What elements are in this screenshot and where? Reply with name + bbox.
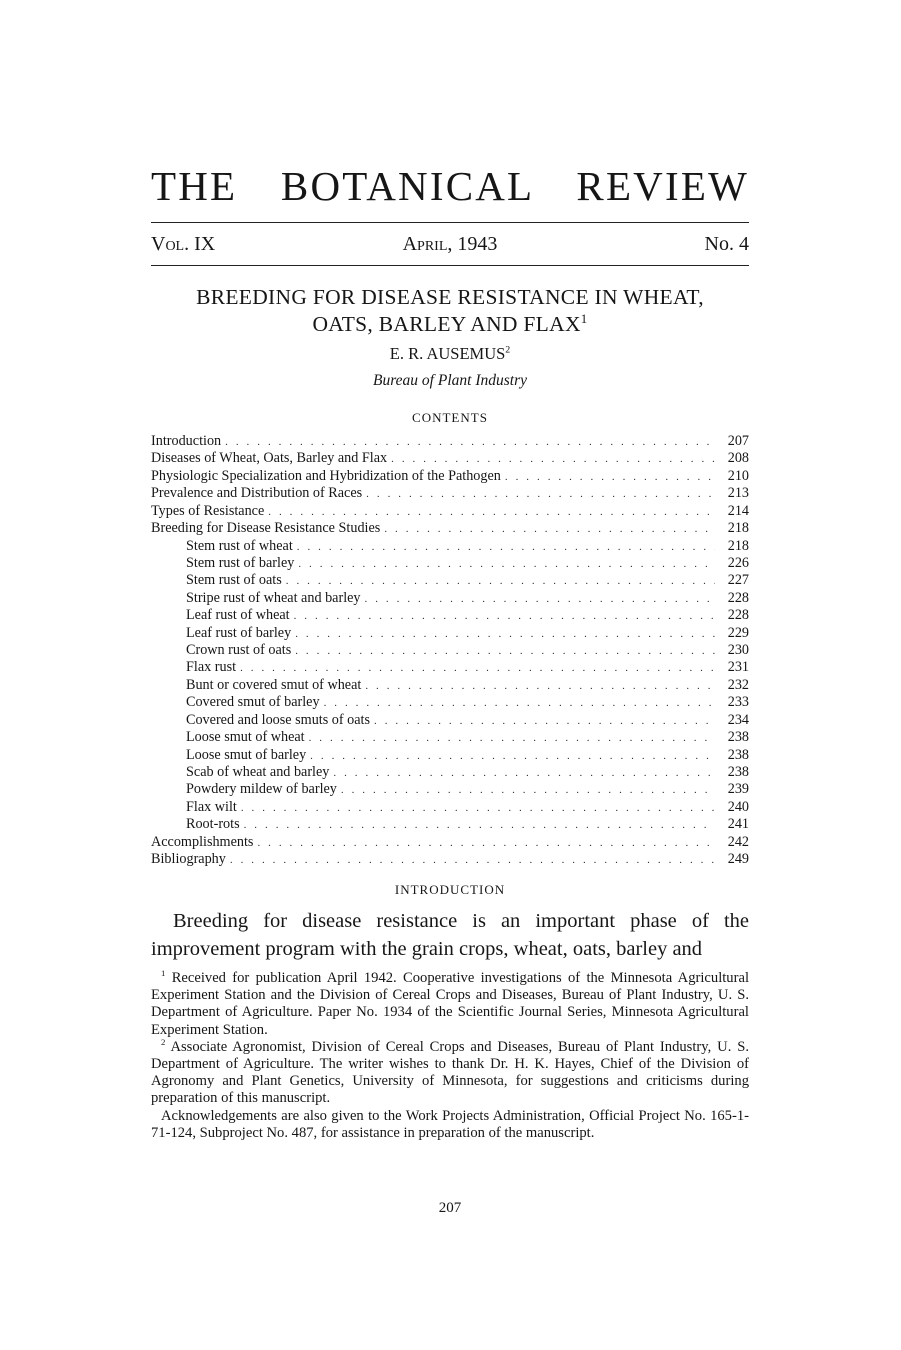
toc-entry-page: 226 (727, 554, 749, 571)
volume-label: Vol. IX (151, 233, 216, 255)
toc-entry-label: Introduction (151, 433, 222, 449)
toc-entry-page: 230 (727, 642, 749, 659)
toc-entry-label: Loose smut of barley (186, 746, 307, 763)
toc-entry (151, 816, 749, 833)
toc-entry-page: 218 (727, 520, 749, 537)
toc-leader-dots (309, 730, 715, 747)
toc-leader-dots (240, 660, 715, 677)
toc-entry-label: Leaf rust of wheat (186, 607, 290, 624)
toc-entry-page: 249 (727, 851, 749, 868)
toc-leader-dots (230, 852, 715, 869)
toc-entry (151, 781, 749, 798)
toc-leader-dots (341, 782, 715, 799)
toc-entry-page: 239 (727, 781, 749, 798)
author-affiliation: Bureau of Plant Industry (373, 372, 527, 389)
toc-leader-dots (505, 469, 715, 486)
issue-number: No. 4 (704, 233, 749, 255)
toc-leader-dots (391, 451, 715, 468)
footnote-acknowledgement: Acknowledgements are also given to the Work Projects Administration, Official Project No. 165-1-71-124, Subproject No. 487, for assistance in preparation of the manuscript. (151, 1107, 749, 1141)
toc-entry-page: 232 (727, 676, 749, 693)
toc-entry-label: Covered and loose smuts of oats (186, 711, 371, 728)
toc-entry-label: Powdery mildew of barley (186, 781, 337, 798)
toc-entry (151, 572, 749, 589)
toc-leader-dots (384, 521, 715, 538)
toc-entry-page: 234 (727, 711, 749, 728)
toc-entry-label: Stem rust of wheat (186, 537, 293, 554)
toc-entry-page: 213 (727, 485, 749, 502)
article-title-line-1: BREEDING FOR DISEASE RESISTANCE IN WHEAT, (196, 285, 704, 309)
toc-leader-dots (365, 591, 715, 608)
toc-entry-page: 238 (727, 764, 749, 781)
footnote-2: $^2$ Associate Agronomist, Division of Cereal Crops and Diseases, Bureau of Plant Industry, U. S. Department of Agriculture. The writer wishes to thank Dr. H. K. Hayes, Chief of the Division of Agronomy and Plant Genetics, University of Minnesota, for suggestions and criticisms during preparation of this manuscript. (151, 1036, 749, 1107)
page-number: 207 (438, 1200, 462, 1216)
contents-heading: CONTENTS (412, 410, 488, 425)
toc-entry (151, 694, 749, 711)
toc-entry-page: 233 (727, 694, 749, 711)
toc-leader-dots (241, 800, 715, 817)
footnote-2-mark: 2 (161, 1036, 166, 1047)
footnote-1: $^1$ Received for publication April 1942. Cooperative investigations of the Minnesota Agricultural Experiment Station and the Division of Cereal Crops and Diseases, Bureau of Plant Industry, U. S. Department of Agriculture. Paper No. 1934 of the Scientific Journal Series, Minnesota Agricultural Experiment Station. (151, 968, 749, 1038)
toc-leader-dots (244, 817, 715, 834)
toc-entry-label: Physiologic Specialization and Hybridization of the Pathogen (151, 467, 501, 484)
toc-entry (151, 659, 749, 676)
article-title (151, 284, 749, 338)
toc-leader-dots (225, 434, 715, 451)
toc-entry (151, 625, 749, 642)
toc-entry-page: 241 (727, 816, 749, 833)
toc-entry-label: Loose smut of wheat (186, 729, 305, 746)
toc-entry (151, 851, 749, 868)
toc-leader-dots (294, 608, 715, 625)
toc-leader-dots (366, 486, 715, 503)
toc-entry (151, 677, 749, 694)
toc-entry-label: Stem rust of oats (186, 572, 282, 589)
toc-entry-page: 227 (727, 572, 749, 589)
toc-entry-label: Stem rust of barley (186, 554, 295, 571)
issue-line (151, 230, 749, 258)
header-rule-bottom (151, 265, 749, 266)
toc-entry-label: Crown rust of oats (186, 642, 292, 659)
toc-entry-label: Leaf rust of barley (186, 624, 292, 641)
toc-entry-label: Covered smut of barley (186, 694, 320, 711)
author-footnote-mark: 2 (505, 344, 511, 356)
toc-entry (151, 468, 749, 485)
toc-leader-dots (295, 643, 715, 660)
toc-entry-label: Flax rust (186, 659, 237, 676)
toc-entry (151, 485, 749, 502)
toc-leader-dots (286, 573, 715, 590)
header-rule-top (151, 222, 749, 223)
toc-leader-dots (295, 626, 715, 643)
toc-leader-dots (374, 713, 715, 730)
toc-entry-page: 228 (727, 589, 749, 606)
toc-entry-label: Breeding for Disease Resistance Studies (151, 520, 381, 537)
toc-entry (151, 834, 749, 851)
toc-entry-page: 240 (727, 798, 749, 815)
toc-entry-label: Bunt or covered smut of wheat (186, 676, 362, 693)
author-name: E. R. AUSEMUS$^2$ (389, 344, 511, 363)
toc-entry-page: 208 (727, 450, 749, 467)
toc-leader-dots (333, 765, 715, 782)
toc-entry-page: 210 (727, 467, 749, 484)
toc-entry-page: 229 (727, 624, 749, 641)
article-title-line-2: OATS, BARLEY AND FLAX$^1$ (312, 311, 588, 336)
toc-entry (151, 747, 749, 764)
toc-entry-page: 238 (727, 729, 749, 746)
table-of-contents (151, 433, 749, 869)
introduction-text: Breeding for disease resistance is an important phase of the improvement program with the grain crops, wheat, oats, barley and (151, 910, 749, 960)
journal-title: THE BOTANICAL REVIEW (151, 163, 749, 209)
toc-entry (151, 729, 749, 746)
toc-entry-label: Diseases of Wheat, Oats, Barley and Flax (151, 450, 388, 467)
toc-entry-page: 231 (727, 659, 749, 676)
toc-entry-label: Scab of wheat and barley (186, 764, 330, 781)
toc-entry-label: Root-rots (186, 816, 240, 833)
toc-leader-dots (298, 556, 715, 573)
toc-entry (151, 538, 749, 555)
toc-leader-dots (268, 504, 715, 521)
toc-entry-page: 228 (727, 607, 749, 624)
toc-leader-dots (365, 678, 715, 695)
toc-entry (151, 503, 749, 520)
toc-entry (151, 433, 749, 450)
toc-entry (151, 590, 749, 607)
toc-entry (151, 520, 749, 537)
toc-entry-page: 207 (727, 433, 749, 449)
toc-entry (151, 450, 749, 467)
toc-entry (151, 764, 749, 781)
toc-entry-label: Stripe rust of wheat and barley (186, 589, 361, 606)
toc-entry-page: 242 (727, 833, 749, 850)
toc-entry (151, 607, 749, 624)
toc-entry (151, 642, 749, 659)
toc-entry-label: Flax wilt (186, 798, 237, 815)
toc-entry (151, 712, 749, 729)
toc-leader-dots (324, 695, 715, 712)
toc-entry-page: 214 (727, 502, 749, 519)
toc-leader-dots (297, 539, 715, 556)
footnote-1-mark: 1 (161, 968, 166, 979)
toc-entry (151, 555, 749, 572)
toc-leader-dots (310, 748, 715, 765)
toc-leader-dots (257, 835, 715, 852)
issue-date: April, 1943 (402, 233, 498, 255)
toc-entry-label: Types of Resistance (151, 502, 265, 519)
toc-entry (151, 799, 749, 816)
toc-entry-label: Bibliography (151, 851, 226, 868)
toc-entry-label: Accomplishments (151, 833, 254, 850)
toc-entry-page: 218 (727, 537, 749, 554)
introduction-heading: INTRODUCTION (394, 882, 506, 897)
title-footnote-mark: 1 (580, 311, 588, 326)
footnotes (151, 970, 749, 1142)
toc-entry-label: Prevalence and Distribution of Races (151, 485, 363, 502)
toc-entry-page: 238 (727, 746, 749, 763)
